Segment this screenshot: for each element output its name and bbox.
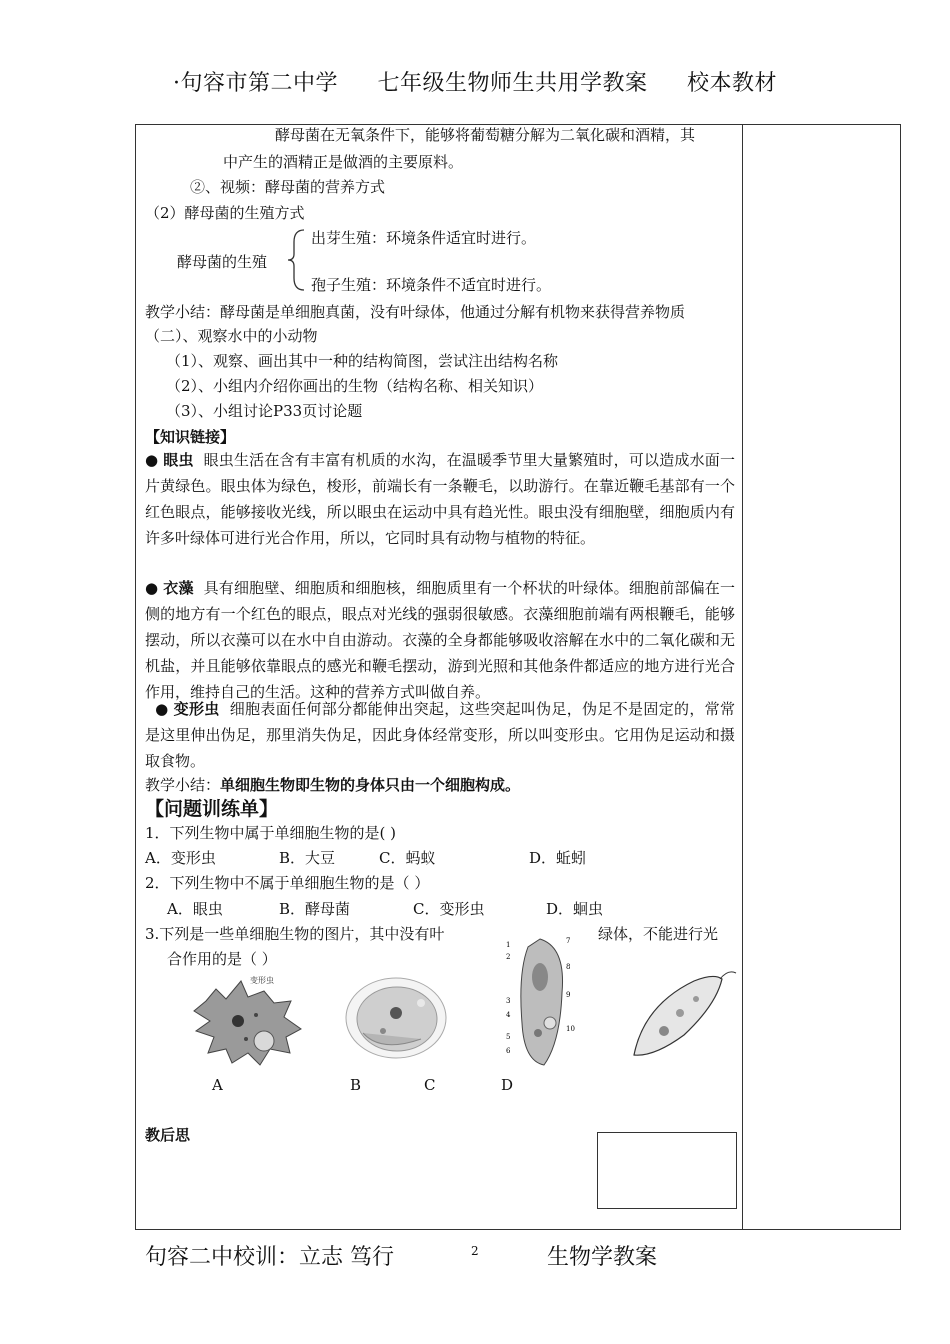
euglena-text: 眼虫生活在含有丰富有机质的水沟，在温暖季节里大量繁殖时，可以造成水面一片黄绿色。眼虫体为绿色，梭形，前端长有一条鞭毛，以助游行。在靠近鞭毛基部有一个红色眼点，能够接收光线，所以眼虫在运动中具有趋光性。眼虫没有细胞壁，细胞质内有许多叶绿体可进行光合作用，所以，它同时具有动物与植物的特征。 — [145, 451, 735, 547]
text-line: 酵母菌在无氧条件下，能够将葡萄糖分解为二氧化碳和酒精，其 — [275, 126, 696, 144]
euglena-image — [624, 965, 739, 1065]
section-2-title: （二）、观察水中的小动物 — [145, 327, 318, 345]
knowledge-title: 【知识链接】 — [145, 428, 236, 446]
summary-2-text: 单细胞生物即生物的身体只由一个细胞构成。 — [220, 776, 521, 794]
q2-option-c: C．变形虫 — [413, 900, 485, 918]
section-2-item: （2）、小组内介绍你画出的生物（结构名称、相关知识） — [166, 377, 544, 395]
repro-spore: 孢子生殖：环境条件不适宜时进行。 — [311, 276, 552, 294]
q1-option-a: A．变形虫 — [145, 849, 216, 867]
euglena-name: 眼虫 — [163, 451, 194, 469]
q2-option-b: B．酵母菌 — [279, 900, 351, 918]
amoeba-image-label: 变形虫 — [250, 976, 274, 985]
question-3-part-3: 合作用的是（ ） — [167, 950, 277, 968]
text-line: （2）酵母菌的生殖方式 — [145, 204, 305, 222]
question-3-part-2: 绿体，不能进行光 — [598, 925, 719, 943]
paramecium-number: 2 — [506, 953, 511, 961]
text-line: 中产生的酒精正是做酒的主要原料。 — [223, 153, 464, 171]
summary-2-label: 教学小结： — [145, 776, 221, 794]
question-2: 2．下列生物中不属于单细胞生物的是（ ） — [145, 874, 430, 892]
chlamydomonas-name: 衣藻 — [163, 579, 194, 597]
chlamydomonas-image — [341, 973, 451, 1063]
knowledge-amoeba: ● 变形虫 细胞表面任何部分都能伸出突起，这些突起叫伪足，伪足不是固定的，常常是这里伸出伪足，那里消失伪足，因此身体经常变形，所以叫变形虫。它用伪足运动和摄取食物。 — [145, 700, 735, 770]
chlamydomonas-text: 具有细胞壁、细胞质和细胞核，细胞质里有一个杯状的叶绿体。细胞前部偏在一侧的地方有一个红色的眼点，眼点对光线的强弱很敏感。衣藻细胞前端有两根鞭毛，能够摆动，所以衣藻可以在水中自由游动。衣藻的全身都能够吸收溶解在水中的二氧化碳和无机盐，并且能够依靠眼点的感光和鞭毛摆动，游到光照和其他条件都适应的地方进行光合作用，维持自己的生活。这种的营养方式叫做自养。 — [145, 579, 735, 701]
option-label-a: A — [212, 1076, 223, 1094]
q2-option-d: D．蛔虫 — [546, 900, 604, 918]
paramecium-image — [500, 933, 582, 1071]
section-2-item: （3）、小组讨论P33页讨论题 — [166, 402, 363, 420]
option-label-d: D — [501, 1076, 514, 1094]
amoeba-text: 细胞表面任何部分都能伸出突起，这些突起叫伪足，伪足不是固定的，常常是这里伸出伪足，那里消失伪足，因此身体经常变形，所以叫变形虫。它用伪足运动和摄取食物。 — [145, 700, 735, 770]
paramecium-number: 7 — [566, 937, 571, 945]
school-motto: 句容二中校训：立志 笃行 — [145, 1245, 394, 1270]
option-label-c: C — [424, 1076, 436, 1094]
q1-option-c: C．蚂蚁 — [379, 849, 436, 867]
page-footer — [145, 1240, 905, 1271]
q1-option-d: D．蚯蚓 — [529, 849, 587, 867]
summary-2 — [145, 775, 520, 795]
amoeba-name: 变形虫 — [173, 700, 220, 718]
paramecium-number: 8 — [566, 963, 571, 971]
question-1: 1．下列生物中属于单细胞生物的是( ) — [145, 824, 397, 842]
school-name: ·句容市第二中学 — [172, 71, 338, 96]
paramecium-number: 1 — [506, 941, 511, 949]
material-label: 校本教材 — [687, 71, 778, 96]
reflection-box — [597, 1132, 737, 1209]
paramecium-number: 9 — [566, 991, 571, 999]
page-number: 2 — [471, 1244, 479, 1258]
paramecium-number: 5 — [506, 1033, 511, 1041]
footer-title: 生物学教案 — [547, 1245, 658, 1270]
amoeba-image — [186, 971, 311, 1071]
option-label-b: B — [350, 1076, 362, 1094]
q2-option-a: A．眼虫 — [167, 900, 223, 918]
text-line: ②、视频：酵母菌的营养方式 — [190, 178, 386, 196]
repro-label: 酵母菌的生殖 — [177, 253, 268, 271]
column-divider — [742, 125, 743, 1229]
paramecium-number: 3 — [506, 997, 511, 1005]
lesson-table — [135, 124, 901, 1230]
question-3-part-1: 3.下列是一些单细胞生物的图片，其中没有叶 — [145, 925, 445, 943]
course-title: 七年级生物师生共用学教案 — [377, 71, 648, 96]
section-2-item: （1）、观察、画出其中一种的结构简图，尝试注出结构名称 — [166, 352, 559, 370]
reflection-label: 教后思 — [145, 1126, 191, 1144]
training-title: 【问题训练单】 — [145, 798, 279, 820]
knowledge-euglena: ● 眼虫 眼虫生活在含有丰富有机质的水沟，在温暖季节里大量繁殖时，可以造成水面一片黄绿色。眼虫体为绿色，梭形，前端长有一条鞭毛，以助游行。在靠近鞭毛基部有一个红色眼点，能够接收光线，所以眼虫在运动中具有趋光性。眼虫没有细胞壁，细胞质内有许多叶绿体可进行光合作用，所以，它同时具有动物与植物的特征。 — [145, 451, 735, 547]
brace-icon — [286, 228, 308, 292]
page-header — [0, 66, 950, 97]
paramecium-number: 10 — [566, 1025, 575, 1033]
q1-option-b: B．大豆 — [279, 849, 336, 867]
knowledge-chlamydomonas: ● 衣藻 具有细胞壁、细胞质和细胞核，细胞质里有一个杯状的叶绿体。细胞前部偏在一侧的地方有一个红色的眼点，眼点对光线的强弱很敏感。衣藻细胞前端有两根鞭毛，能够摆动，所以衣藻可以在水中自由游动。衣藻的全身都能够吸收溶解在水中的二氧化碳和无机盐，并且能够依靠眼点的感光和鞭毛摆动，游到光照和其他条件都适应的地方进行光合作用，维持自己的生活。这种的营养方式叫做自养。 — [145, 579, 735, 701]
paramecium-number: 4 — [506, 1011, 511, 1019]
paramecium-number: 6 — [506, 1047, 511, 1055]
summary-1: 教学小结：酵母菌是单细胞真菌，没有叶绿体，他通过分解有机物来获得营养物质 — [145, 303, 686, 321]
repro-budding: 出芽生殖：环境条件适宜时进行。 — [311, 229, 537, 247]
